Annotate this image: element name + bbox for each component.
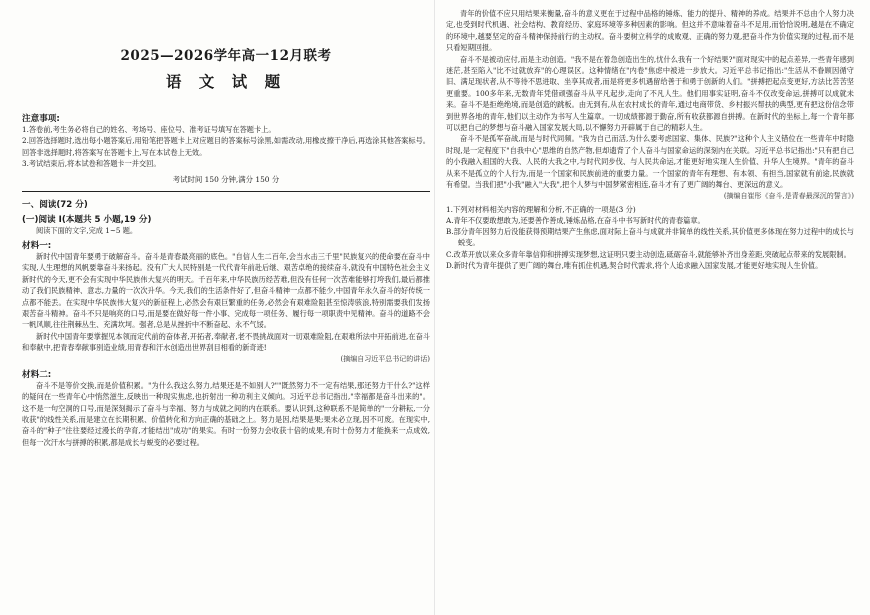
reading-instruction: 阅读下面的文字,完成 1~5 题。 [36,225,138,235]
material-2-paragraph: 奋斗不是被动应付,而是主动创造。"我不是在着急创造出生的,忧什么我有一个好结果?"面对现实中的起点差异,一些青年感到迷茫,甚至陷入"比不过就放弃"的心理误区。这种情绪在"内卷"焦虑中被进一步放大。习近平总书记指出:"生活从不眷顾因循守旧、满足现状者,从不等待不思进取、坐享其成者,而是将更多机遇留给善于和勇于创新的人们。"拼搏把起点变更好,方法比苦苦坚更重要。100多年来,无数青年凭借顽强奋斗从平凡起步,走向了不凡人生。他们用事实证明,奋斗不仅改变命运,拼搏可以成就未来。奋斗不是拒绝绝境,而是创造的跳板。由无到有,从在农村成长的青年,通过电商带货、乡村振兴帮扶的典型,更有把这份信念带到世界各地的青年,他们以主动作为书写人生篇章。一切成绩都源于勤奋,所有收获都源自拼搏。在新时代的坐标上,每一个青年都可以把自己的梦想与奋斗融入国家发展大局,以不懈努力开辟属于自己的精彩人生。 [446,54,854,133]
notice-item: 3.考试结束后,将本试卷和答题卡一并交回。 [22,159,161,169]
material-2-attribution: (摘编自崔彤《奋斗,是青春最深沉的誓言》) [723,191,854,200]
sub-section-heading: (一)阅读 I(本题共 5 小题,19 分) [22,214,152,225]
material-2-paragraph: 奋斗不是孤军奋战,而是与时代同频。"我为自己而活,为什么要考虑国家、集体、民族?"这种个人主义错位在一些青年中时隐时现,是一定程度下"自我中心"思维的自然产物,但却遗背了个人奋斗与国家命运的深刻内在关联。习近平总书记指出:"只有把自己的小我融入祖国的大我、人民的大我之中,与时代同步伐、与人民共命运,才能更好地实现人生价值、升华人生境界。"青年的奋斗从来不是孤立的个人行为,而是一个国家和民族前进的重要力量。一个国家的青年有理想、有本领、有担当,国家就有前途,民族就有希望。当我们把"小我"融入"大我",把个人梦与中国梦紧密相连,奋斗才有了更广阔的舞台、更深远的意义。 [446,134,854,190]
notice-item: 1.答卷前,考生务必将自己的姓名、考场号、座位号、准考证号填写在答题卡上。 [22,125,276,134]
material-2-label: 材料二: [22,369,52,380]
material-1-paragraph: 新时代中国青年要掌握见本领而定代前的奋体者,开拓者,奉献者,老不畏挑战面对一切艰难险阻,在艰难所法中开拓前进,在奋斗和奉献中,把青春奉献事别造业绩,用青春和汗水创造出世界刮目相看的新奇迹! [22,331,430,353]
material-1-attribution: (摘编自习近平总书记的讲话) [340,354,430,363]
question-1-option-a: A.青年不仅要敢想敢为,还要善作善成,锤炼品格,在奋斗中书写新时代的青春篇章。 [446,215,705,225]
question-1-option-c: C.改革开放以来众多青年靠信仰和拼搏实现梦想,这证明只要主动创造,砥砺奋斗,就能够补齐出身差距,突破起点带来的发展限制。 [446,249,851,259]
notice-heading: 注意事项: [22,114,60,124]
subject-title: 语 文 试 题 [165,72,287,91]
question-1-stem: 1.下列对材料相关内容的理解和分析,不正确的一项是(3 分) [446,204,636,214]
material-1-paragraph: 新时代中国青年要勇于破解奋斗。奋斗是青春最亮丽的底色。"自信人生二百年,会当水击三千里"民族复兴的使命要在奋斗中实现,人生理想的风帆要靠奋斗来扬起。没有广大人民特别是一代代青年前赴后继、艰苦卓绝的接续奋斗,就没有中国特色社会主义新时代的今天,更不会有实现中华民族伟大复兴的明天。千百年来,中华民族历经苦难,但没有任何一次苦难能够打垮我们,最后都推动了我们民族精神、意志,力量的一次次升华。今天,我们的生活条件好了,但奋斗精神一点都不能少,中国青年永久奋斗的好传统一点都不能丢。在实现中华民族伟大复兴的新征程上,必然会有艰巨繁重的任务,必然会有艰难险阻甚至惊涛骇浪,特别需要我们发扬艰苦奋斗精神。奋斗不只是响亮的口号,而是要在做好每一件小事、完成每一项任务、履行每一项职责中见精神。奋斗的道路不会一帆风顺,往往荆棘丛生、充满坎坷。强者,总是从挫折中不断奋起、永不气馁。 [22,252,430,330]
question-1-option-b: B.部分青年因努力后没能获得预期结果产生焦虑,面对际上奋斗与成就并非简单的线性关系,其价值更多体现在努力过程中的成长与蜕变。 [446,227,854,248]
exam-time-line: 考试时间 150 分钟,满分 150 分 [172,174,280,184]
divider [22,191,430,192]
right-column [446,8,854,608]
material-1-label: 材料一: [22,241,52,252]
exam-title: 2025—2026学年高一12月联考 [120,48,332,64]
notice-item: 2.回答选择题时,选出每小题答案后,用铅笔把答题卡上对应题目的答案标号涂黑,如需改动,用橡皮擦干净后,再选涂其他答案标号。回答非选择题时,将答案写在答题卡上,写在本试卷上无效。 [22,136,430,157]
section-heading: 一、阅读(72 分) [22,199,88,210]
material-2-paragraph: 奋斗不是等价交换,而是价值积累。"为什么我这么努力,结果还是不如别人?""既然努力不一定有结果,那还努力干什么?"这样的疑问在一些青年心中悄然滋生,反映出一种现实焦虑,也折射出一种功利主义倾向。习近平总书记指出,"幸福都是奋斗出来的"。这不是一句空洞的口号,而是深刻揭示了奋斗与幸福、努力与成就之间的内在联系。要认识到,这种联系不是简单的"一分耕耘,一分收获"的线性关系,而是建立在长期积累、价值转化和方向正确的基础之上。努力是因,结果是果;果未必立现,因不可废。在现实中,奋斗的"种子"往往要经过漫长的孕育,才能结出"成功"的果实。有时一份努力会收获十倍的成果,有时十份努力才能换来一点成效,但每一次汗水与拼搏的积累,都是成长与蜕变的必要过程。 [22,380,430,447]
question-1-option-d: D.新时代为青年提供了更广阔的舞台,唯有抓住机遇,契合时代需求,将个人追求融入国家发展,才能更好地实现人生价值。 [446,260,823,270]
material-2-paragraph: 青年的价值不应只用结果来衡量,奋斗的意义更在于过程中品格的锤炼、能力的提升、精神的养成。结果并不总由个人努力决定,也受到时代机遇、社会结构、教育经历、家庭环境等多种因素的影响。但这并不意味着奋斗不足用,而恰恰说明,越是在不确定的环境中,越要坚定的奋斗精神保持前行的主动权。奋斗要树立科学的成败观、正确的努力观,把奋斗作为价值实现的过程,而不是只看短期回报。 [446,9,854,53]
left-column [22,8,430,608]
page-fold-line [434,0,435,615]
title-block [22,44,430,92]
